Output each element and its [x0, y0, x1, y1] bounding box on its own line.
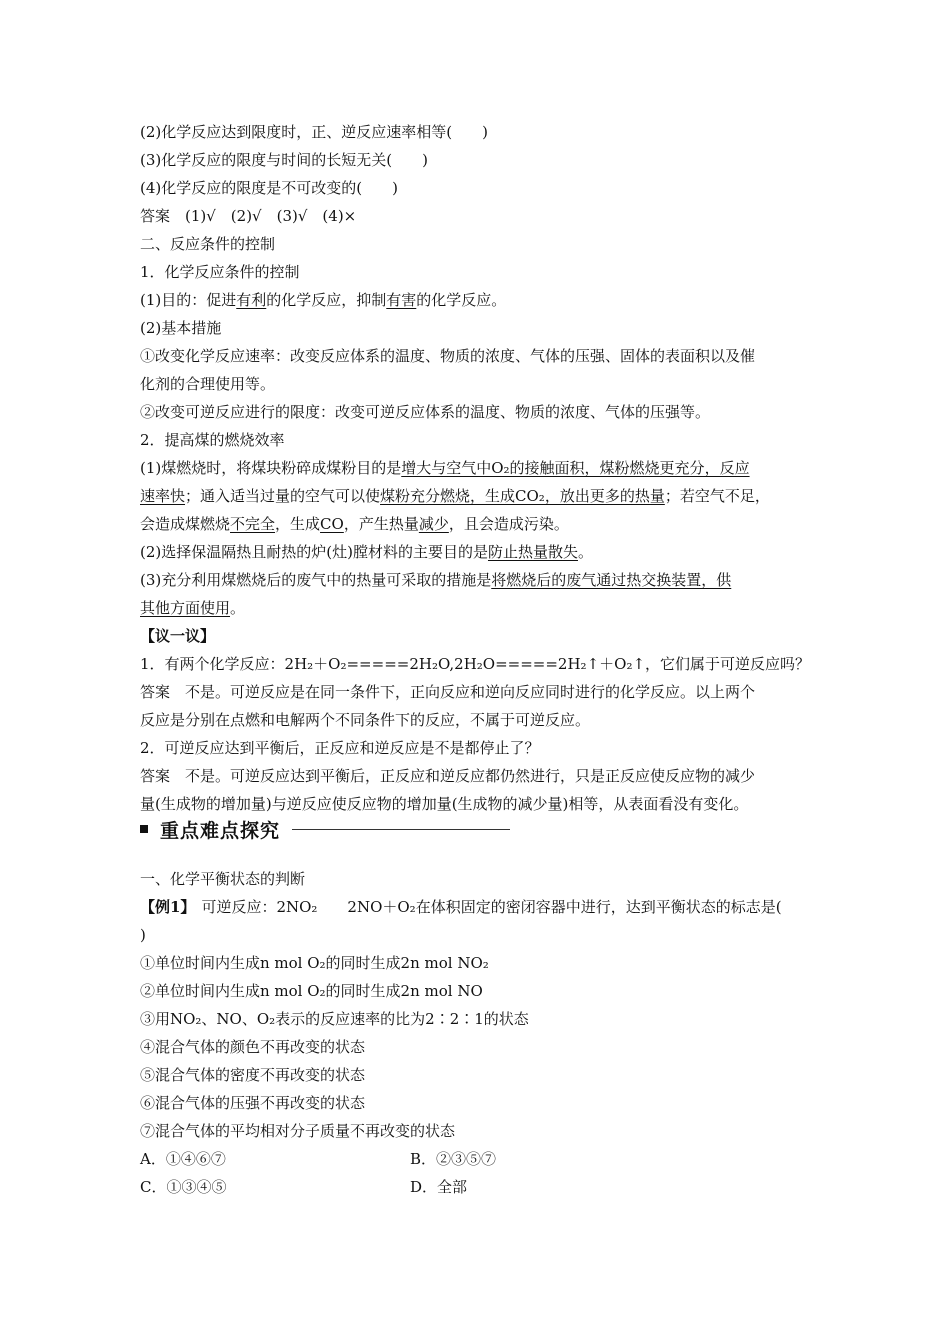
purpose-suffix: 的化学反应。: [416, 291, 507, 309]
example-1-text: 可逆反应：2NO₂ 2NO＋O₂在体积固定的密闭容器中进行，达到平衡状态的标志是(: [201, 898, 782, 916]
coal-1-suffix: ；若空气不足，: [664, 487, 770, 505]
example-1-close-paren: ): [140, 926, 146, 944]
measure-2: ②改变可逆反应进行的限度：改变可逆反应体系的温度、物质的浓度、气体的压强等。: [140, 403, 711, 421]
subsection-title-condition-control: 1．化学反应条件的控制: [140, 263, 300, 281]
statement-6: ⑥混合气体的压强不再改变的状态: [140, 1094, 366, 1112]
statement-1: ①单位时间内生成n mol O₂的同时生成2n mol NO₂: [140, 954, 489, 972]
coal-3-suffix: 。: [230, 599, 246, 617]
statement-3: ③用NO₂、NO、O₂表示的反应速率的比为2∶2∶1的状态: [140, 1010, 529, 1028]
coal-1-blank-b: 煤粉充分燃烧，生成CO₂，放出更多的热量: [380, 487, 665, 505]
option-d: D．全部: [410, 1178, 468, 1196]
discuss-title: 【议一议】: [140, 627, 216, 645]
statement-4: ④混合气体的颜色不再改变的状态: [140, 1038, 366, 1056]
coal-1c-blank-incomplete: 不完全: [230, 515, 276, 533]
example-1-question: [140, 897, 782, 917]
coal-point-1-line-b: [140, 486, 770, 506]
purpose-blank-beneficial: 有利: [236, 291, 267, 309]
coal-1c-blank-reduce: 减少: [418, 515, 449, 533]
coal-2-blank: 防止热量散失: [487, 543, 578, 561]
coal-2-suffix: 。: [577, 543, 593, 561]
coal-1c-blank-co: CO: [320, 515, 344, 533]
section-title-reaction-control: 二、反应条件的控制: [140, 235, 276, 253]
example-1-tag: 【例1】: [140, 898, 196, 916]
coal-point-2: [140, 542, 593, 562]
option-c: C．①③④⑤: [140, 1178, 227, 1196]
statement-2: ②单位时间内生成n mol O₂的同时生成2n mol NO: [140, 982, 483, 1000]
subsection-title-coal-efficiency: 2．提高煤的燃烧效率: [140, 431, 285, 449]
coal-point-1-line-a: [140, 458, 750, 478]
discuss-question-1: 1．有两个化学反应：2H₂＋O₂=====2H₂O,2H₂O=====2H₂↑＋O₂↑，它们属于可逆反应吗？: [140, 655, 811, 673]
purpose-prefix: (1)目的：促进: [140, 291, 237, 309]
measure-1-line-b: 化剂的合理使用等。: [140, 375, 276, 393]
coal-3-blank-cont: 其他方面使用: [140, 599, 231, 617]
coal-1c-suffix: ，且会造成污染。: [448, 515, 569, 533]
option-a: A．①④⑥⑦: [140, 1150, 226, 1168]
statement-7: ⑦混合气体的平均相对分子质量不再改变的状态: [140, 1122, 456, 1140]
purpose-middle: 的化学反应，抑制: [266, 291, 387, 309]
judge-item-4: (4)化学反应的限度是不可改变的( ): [140, 179, 398, 197]
purpose-blank-harmful: 有害: [386, 291, 417, 309]
discuss-answer-2-line-b: 量(生成物的增加量)与逆反应使反应物的增加量(生成物的减少量)相等，从表面看没有变化。: [140, 795, 749, 813]
coal-1-prefix: (1)煤燃烧时，将煤块粉碎成煤粉目的是: [140, 459, 402, 477]
coal-point-1-line-c: [140, 514, 569, 534]
key-section-heading: [140, 815, 510, 843]
coal-3-blank: 将燃烧后的废气通过热交换装置，供: [491, 571, 732, 589]
judge-item-2: (2)化学反应达到限度时，正、逆反应速率相等( ): [140, 123, 488, 141]
coal-1c-middle-2: ，产生热量: [343, 515, 419, 533]
coal-1-middle: ；通入适当过量的空气可以使: [185, 487, 381, 505]
coal-2-prefix: (2)选择保温隔热且耐热的炉(灶)膛材料的主要目的是: [140, 543, 488, 561]
statement-5: ⑤混合气体的密度不再改变的状态: [140, 1066, 366, 1084]
measures-heading: (2)基本措施: [140, 319, 222, 337]
judge-answer: 答案 (1)√ (2)√ (3)√ (4)×: [140, 207, 357, 225]
discuss-answer-2-line-a: 答案 不是。可逆反应达到平衡后，正反应和逆反应都仍然进行，只是正反应使反应物的减少: [140, 767, 756, 785]
coal-3-prefix: (3)充分利用煤燃烧后的废气中的热量可采取的措施是: [140, 571, 492, 589]
discuss-answer-1-line-a: 答案 不是。可逆反应是在同一条件下，正向反应和逆向反应同时进行的化学反应。以上两个: [140, 683, 756, 701]
key-section-title: 重点难点探究: [160, 819, 281, 842]
option-b: B．②③⑤⑦: [410, 1150, 497, 1168]
discuss-question-2: 2．可逆反应达到平衡后，正反应和逆反应是不是都停止了？: [140, 739, 540, 757]
discuss-answer-1-line-b: 反应是分别在点燃和电解两个不同条件下的反应，不属于可逆反应。: [140, 711, 591, 729]
coal-point-3-line-b: [140, 598, 245, 618]
coal-1-blank-a-cont: 速率快: [140, 487, 186, 505]
measure-1-line-a: ①改变化学反应速率：改变反应体系的温度、物质的浓度、气体的压强、固体的表面积以及催: [140, 347, 756, 365]
purpose-line: [140, 290, 506, 310]
coal-1-blank-a: 增大与空气中O₂的接触面积，煤粉燃烧更充分，反应: [401, 459, 750, 477]
coal-point-3-line-a: [140, 570, 731, 590]
balance-section-title: 一、化学平衡状态的判断: [140, 870, 306, 888]
coal-1c-prefix: 会造成煤燃烧: [140, 515, 231, 533]
square-bullet-icon: [140, 825, 148, 833]
heading-rule: [292, 829, 510, 830]
coal-1c-middle: ，生成: [275, 515, 321, 533]
judge-item-3: (3)化学反应的限度与时间的长短无关( ): [140, 151, 428, 169]
